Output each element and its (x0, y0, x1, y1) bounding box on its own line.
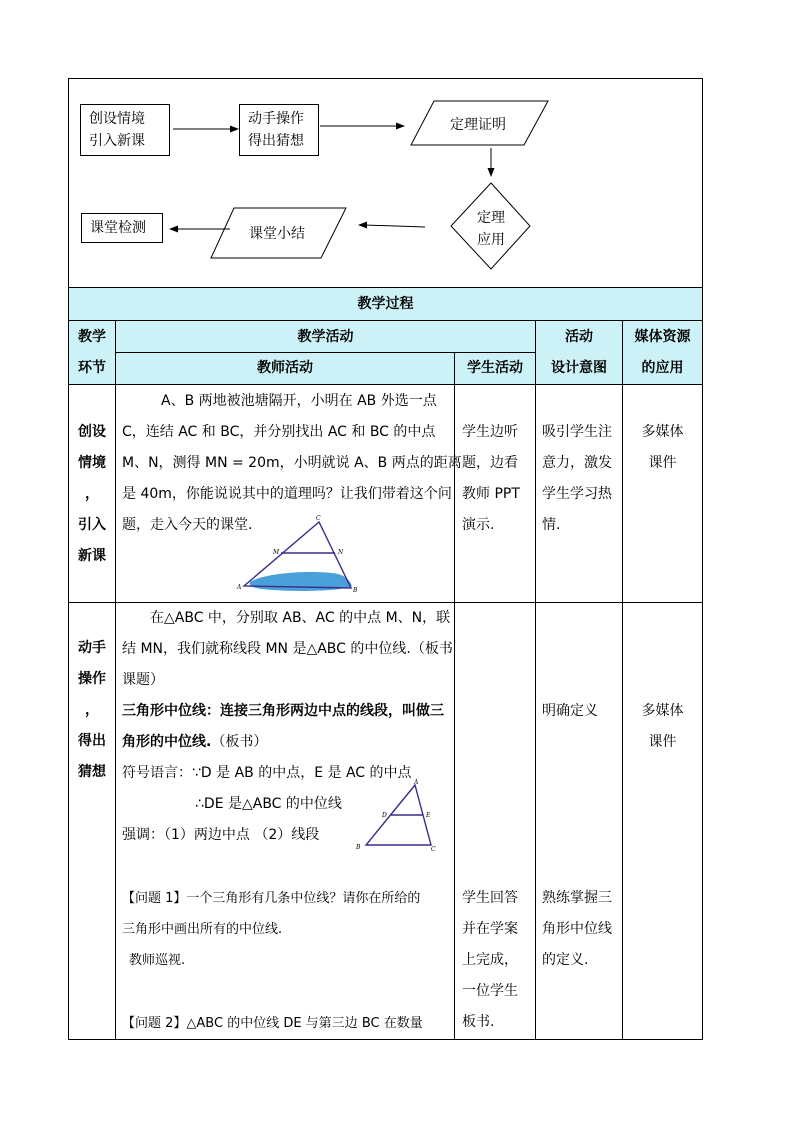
midline-triangle-figure (350, 775, 440, 855)
col-design-line1: 活动 (565, 329, 593, 345)
label-n: N (338, 549, 344, 556)
label-c: C (316, 515, 321, 522)
row2-design-q: 熟练掌握三 角形中位线 的定义. (542, 890, 612, 968)
label2-e: E (426, 812, 431, 819)
col-media-line1: 媒体资源 (634, 329, 691, 345)
row2-q1-line1: 【问题 1】一个三角形有几条中位线？请你在所给的 (122, 891, 421, 906)
flow-summary-label: 课堂小结 (249, 226, 305, 242)
row2-teacher-line1: 在△ABC 中，分别取 AB、AC 的中点 M、N，联 (150, 610, 451, 626)
flow-apply-line2: 应用 (477, 232, 505, 248)
arrow-right-1 (230, 126, 239, 133)
flow-box-test-label: 课堂检测 (90, 220, 146, 236)
arrow-left-1 (358, 222, 367, 229)
row1-teacher-line2: C，连结 AC 和 BC，并分别找出 AC 和 BC 的中点 (122, 424, 436, 440)
flow-apply-label (461, 207, 521, 251)
row1-media: 多媒体 课件 (641, 424, 684, 471)
flow-proof-label: 定理证明 (450, 117, 506, 133)
row1-teacher-line1: A、B 两地被池塘隔开，小明在 AB 外选一点 (161, 393, 437, 409)
flow-apply-line1: 定理 (477, 210, 505, 226)
row2-q2-line: 【问题 2】△ABC 的中位线 DE 与第三边 BC 在数量 (122, 1016, 423, 1031)
row1-student: 学生边听 题，边看 教师 PPT 演示. (462, 424, 520, 533)
col-design-line2: 设计意图 (551, 360, 607, 376)
flow-box-intro-line1: 创设情境 (89, 111, 145, 127)
row2-teacher-line3: 课题） (122, 672, 164, 688)
label2-c: C (431, 846, 436, 853)
arrow-right-2 (396, 123, 405, 130)
label-a: A (237, 584, 242, 591)
row2-stage: 动手 操作 ， 得出 猜想 (78, 640, 106, 780)
flowchart-shapes (68, 78, 702, 288)
frame-right (702, 78, 703, 1040)
label-m: M (273, 549, 280, 556)
frame-bottom (68, 1039, 703, 1040)
row2-q1-line3: 教师巡视. (129, 953, 186, 968)
row2-student-q: 学生回答 并在学案 上完成， 一位学生 板书. (462, 890, 518, 1030)
flow-box-intro-line2: 引入新课 (89, 133, 145, 149)
row1-stage: 创设 情境 ， 引入 新课 (78, 424, 106, 564)
col-media-line2: 的应用 (641, 360, 684, 376)
row2-definition-text: 角形的中位线. (122, 734, 212, 750)
col-stage-line2: 环节 (78, 360, 106, 376)
row2-definition-suffix: （板书） (211, 734, 268, 750)
row2-teacher-line2: 结 MN，我们就称线段 MN 是△ABC 的中位线.（板书 (122, 641, 453, 657)
col-activity: 教学活动 (297, 329, 354, 345)
flow-box-explore-line2: 得出猜想 (248, 133, 304, 149)
row1-teacher-line3: M、N，测得 MN = 20m，小明就说 A、B 两点的距离 (122, 455, 462, 471)
arrow-down (488, 168, 495, 177)
row1-teacher-line4: 是 40m，你能说说其中的道理吗？让我们带着这个问 (122, 486, 452, 502)
col-stage-line1: 教学 (78, 329, 106, 345)
col-teacher: 教师活动 (257, 360, 313, 376)
flow-box-explore-line1: 动手操作 (248, 111, 304, 127)
label-b: B (353, 587, 358, 594)
arrow-left-2 (169, 226, 178, 233)
row2-definition-line1: 三角形中位线：连接三角形两边中点的线段，叫做三 (122, 703, 444, 719)
label2-b: B (356, 844, 361, 851)
row2-media: 多媒体 课件 (641, 703, 684, 750)
row1-teacher-line5: 题，走入今天的课堂. (122, 517, 253, 533)
row1-design: 吸引学生注 意力，激发 学生学习热 情. (542, 424, 612, 533)
row2-definition-line2 (122, 727, 267, 758)
row2-design-def: 明确定义 (542, 703, 598, 719)
table-title: 教学过程 (357, 296, 414, 312)
pond-triangle-figure (232, 510, 362, 596)
row2-symbol-line1: 符号语言：∵D 是 AB 的中点，E 是 AC 的中点 (122, 765, 412, 781)
row2-q1-line2: 三角形中画出所有的中位线. (122, 922, 283, 937)
label2-a: A (414, 779, 419, 786)
label2-d: D (382, 812, 387, 819)
row2-emphasis: 强调：（1）两边中点 （2）线段 (122, 827, 320, 843)
row2-symbol-line2: ∴DE 是△ABC 的中位线 (195, 796, 342, 812)
col-student: 学生活动 (467, 360, 523, 376)
